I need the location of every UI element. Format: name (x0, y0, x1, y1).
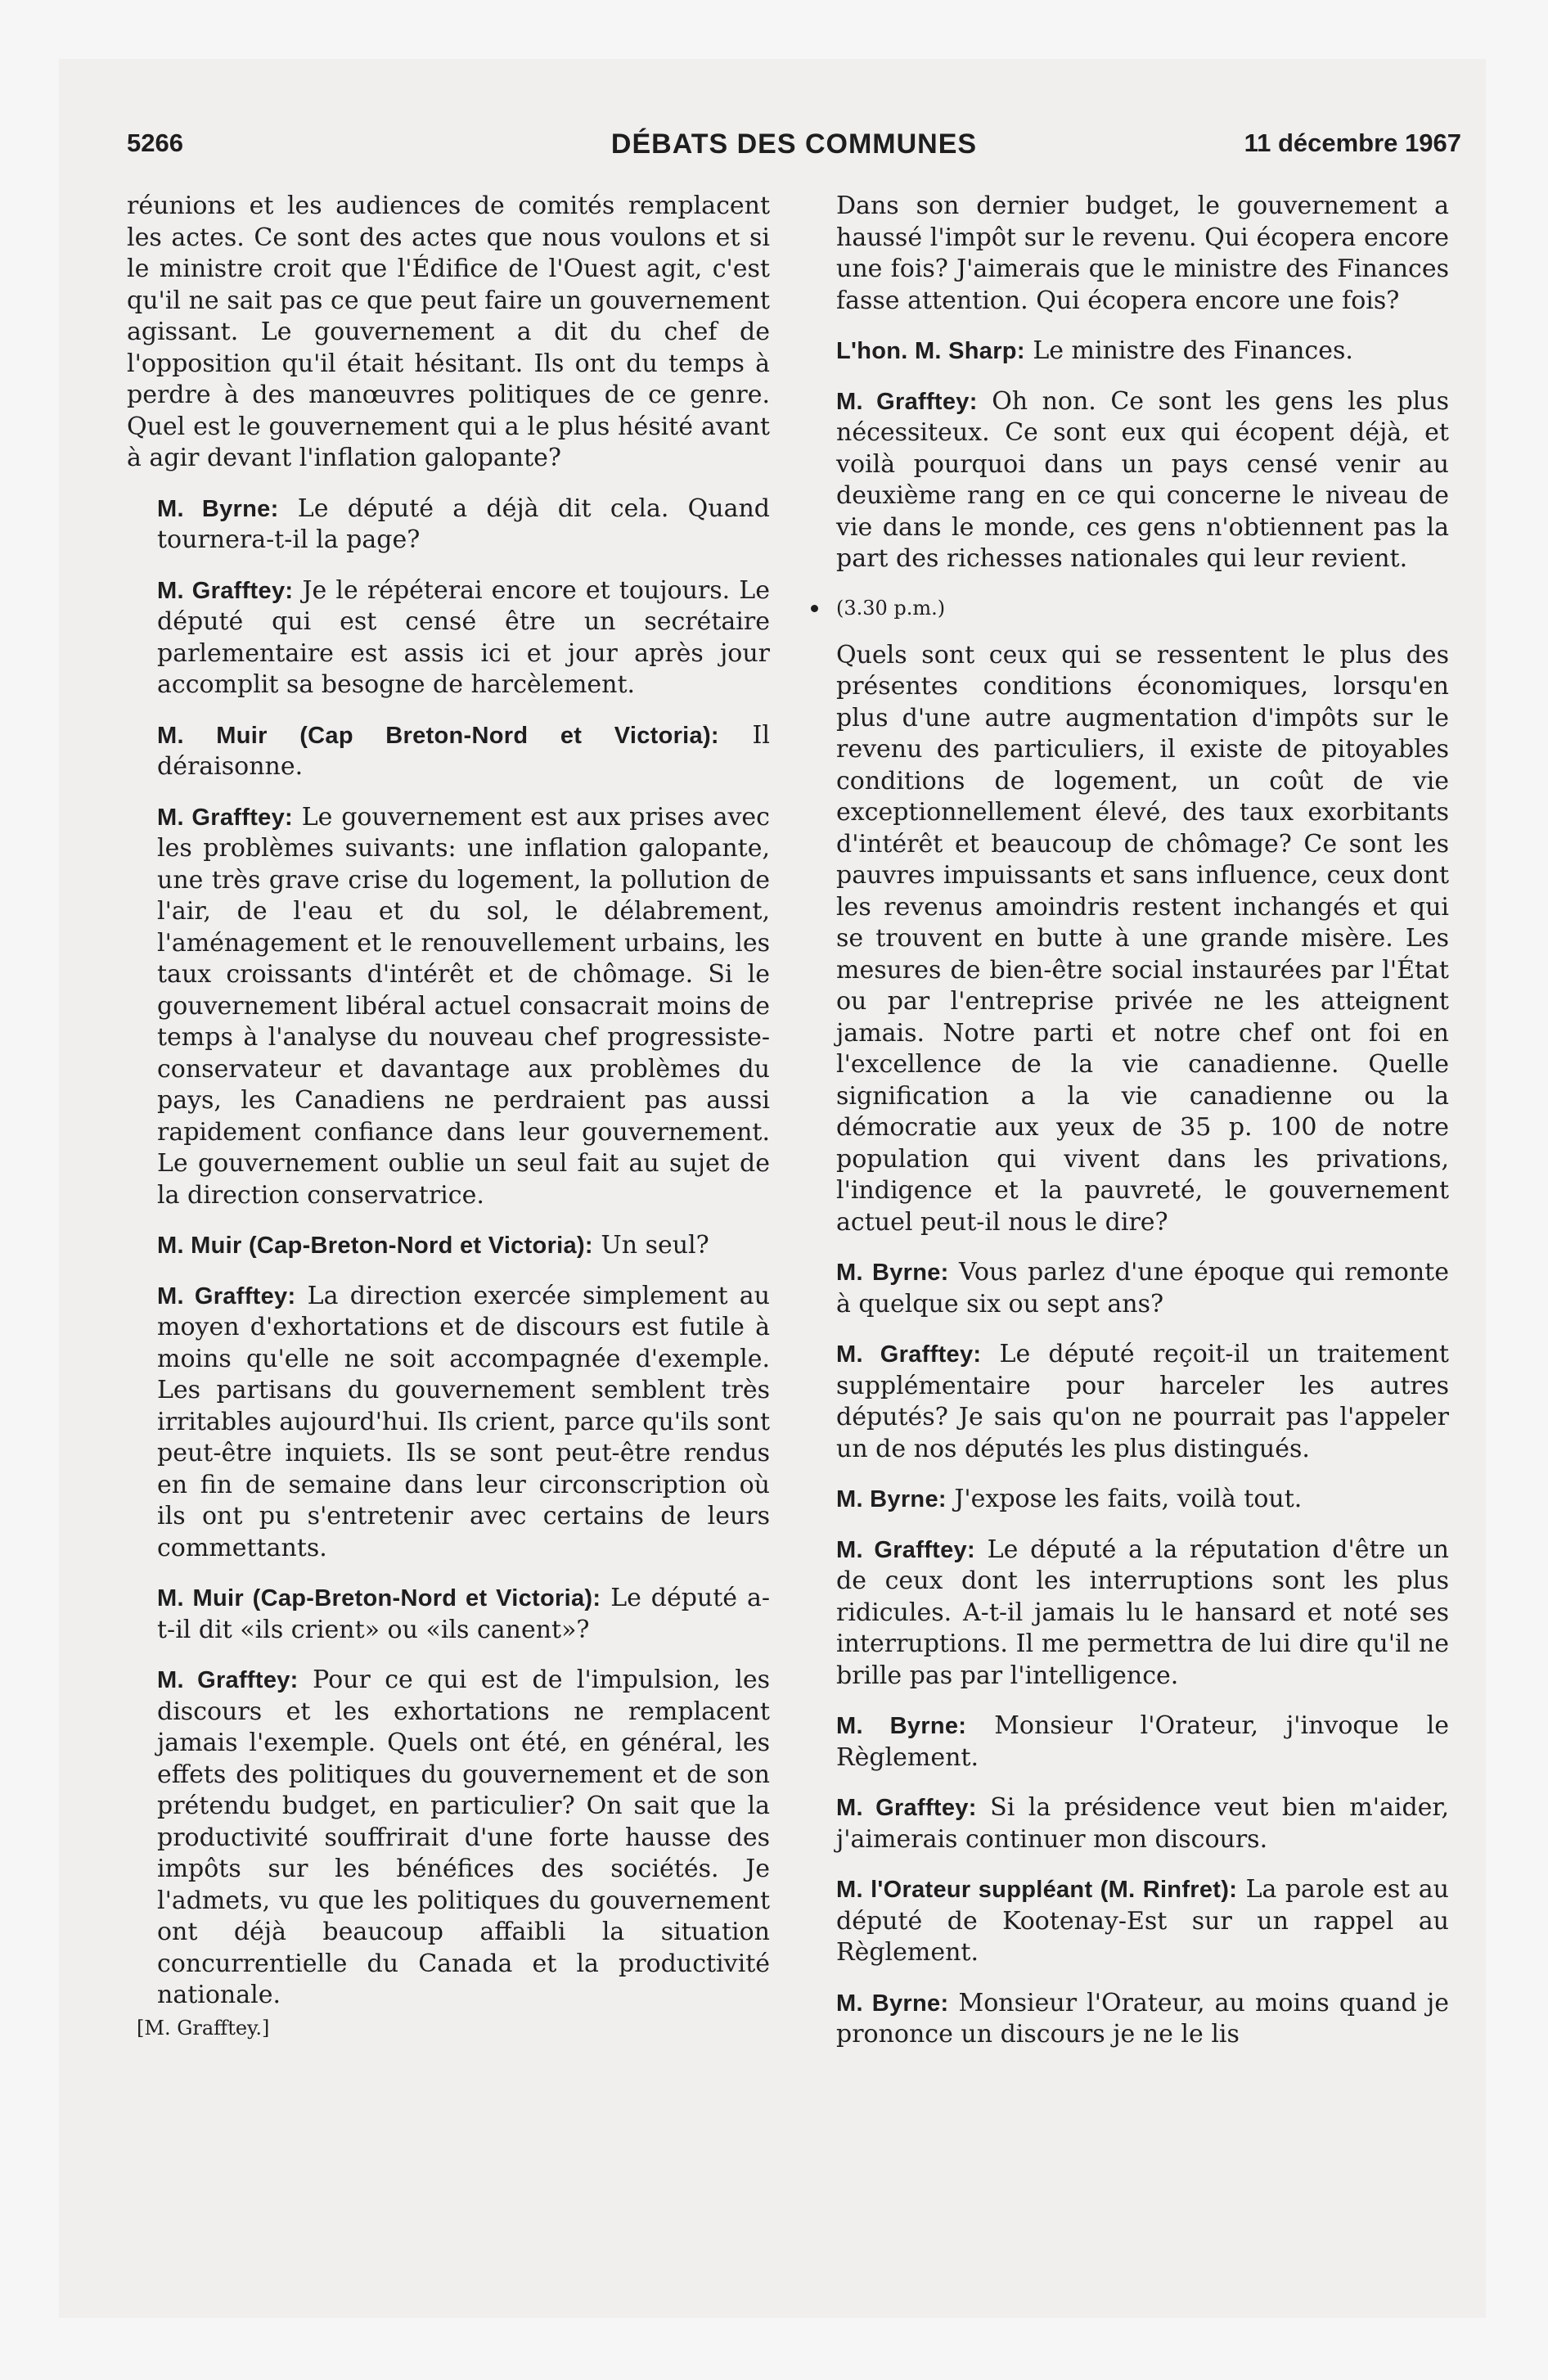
speaker-name: M. Grafftey: (157, 577, 294, 604)
paragraph (806, 1711, 1449, 1774)
speaker-name: M. Grafftey: (836, 388, 978, 415)
paragraph-text: La direction exercée simplement au moyen d'exhortations et de discours est futile à moins qu'elle ne soit accompagnée d'exemple. Les partisans du gouvernement semblent très irritables aujourd'hui. Ils crient, parce qu'ils sont peut-être inquiets. Ils se sont peut-être rendus en fin de semaine dans leur circonscription où ils ont pu s'entretenir avec certains de leurs commettants. (157, 1281, 770, 1562)
time-marker (806, 594, 1449, 622)
speaker-name: M. Muir (Cap Breton-Nord et Victoria): (157, 722, 719, 749)
paragraph-text: Monsieur l'Orateur, j'invoque le Règlement. (836, 1711, 1449, 1772)
paragraph (806, 1257, 1449, 1320)
paragraph (806, 1792, 1449, 1855)
page-number: 5266 (127, 128, 183, 157)
paragraph (127, 802, 770, 1212)
paragraph-text: Quels sont ceux qui se ressentent le plus des présentes conditions économiques, lorsqu'en plus d'une autre augmentation d'impôts sur le revenu des particuliers, il existe de pitoyables conditions de logement, un coût de vie exceptionnellement élevé, des taux exorbitants d'intérêt et beaucoup de chômage? Ce sont les pauvres impuissants et sans influence, ceux dont les revenus amoindris restent inchangés et qui se trouvent en butte à une grande misère. Les mesures de bien-être social instaurées par l'État ou par l'entreprise privée ne les atteignent jamais. Notre parti et notre chef ont foi en l'excellence de la vie canadienne. Quelle signification a la vie canadienne ou la démocratie aux yeux de 35 p. 100 de notre population qui vivent dans les privations, l'indigence et la pauvreté, le gouvernement actuel peut-il nous le dire? (836, 640, 1449, 1237)
speaker-name: M. Muir (Cap-Breton-Nord et Victoria): (157, 1233, 593, 1259)
paragraph (127, 1230, 770, 1262)
time-marker-text: (3.30 p.m.) (836, 596, 946, 620)
speaker-name: M. l'Orateur suppléant (M. Rinfret): (836, 1877, 1238, 1903)
speaker-name: M. Grafftey: (836, 1795, 977, 1821)
paragraph (806, 1874, 1449, 1969)
paragraph (127, 1665, 770, 2012)
paragraph (806, 1339, 1449, 1465)
paragraph-text: Monsieur l'Orateur, au moins quand je prononce un discours je ne le lis (836, 1988, 1449, 2049)
paragraph-text: La parole est au député de Kootenay-Est sur un rappel au Règlement. (836, 1875, 1449, 1967)
speaker-attribution: [M. Grafftey.] (137, 2016, 270, 2040)
speaker-name: M. Grafftey: (157, 804, 293, 831)
paragraph-text: Un seul? (601, 1231, 709, 1260)
paragraph (806, 1988, 1449, 2051)
paragraph (806, 386, 1449, 575)
speaker-name: M. Grafftey: (157, 1282, 296, 1309)
paragraph (127, 720, 770, 783)
paragraph (806, 640, 1449, 1239)
speaker-name: L'hon. M. Sharp: (836, 338, 1025, 364)
paragraph-text: Il déraisonne. (157, 720, 770, 781)
paragraph-text: Je le répéterai encore et toujours. Le député qui est censé être un secrétaire parlementaire est assis ici et jour après jour accomplit sa besogne de harcèlement. (157, 575, 770, 699)
paragraph (127, 575, 770, 701)
paragraph-text: Si la présidence veut bien m'aider, j'aimerais continuer mon discours. (836, 1793, 1449, 1854)
right-column (806, 191, 1449, 2070)
speaker-name: M. Grafftey: (836, 1341, 982, 1368)
paragraph-text: Le député a-t-il dit «ils crient» ou «ils canent»? (157, 1584, 770, 1644)
speaker-name: M. Byrne: (836, 1990, 949, 2017)
speaker-name: M. Byrne: (836, 1260, 949, 1286)
paragraph-text: Oh non. Ce sont les gens les plus nécessiteux. Ce sont eux qui écopent déjà, et voilà pourquoi dans un pays censé venir au deuxième rang en ce qui concerne le niveau de vie dans le monde, ces gens n'obtiennent pas la part des richesses nationales qui leur revient. (836, 386, 1449, 573)
paragraph-text: Vous parlez d'une époque qui remonte à quelque six ou sept ans? (836, 1258, 1449, 1318)
paragraph (127, 494, 770, 557)
paragraph (806, 1535, 1449, 1693)
page-date: 11 décembre 1967 (1244, 128, 1461, 157)
speaker-name: M. Grafftey: (836, 1536, 975, 1563)
paragraph-text: Le gouvernement est aux prises avec les problèmes suivants: une inflation galopante, une très grave crise du logement, la pollution de l'air, de l'eau et du sol, le délabrement, l'aménagement et le renouvellement urbains, les taux croissants d'intérêt et de chômage. Si le gouvernement libéral actuel consacrait moins de temps à l'analyse du nouveau chef progressiste-conservateur et davantage aux problèmes du pays, les Canadiens ne perdraient pas aussi rapidement confiance dans leur gouvernement. Le gouvernement oublie un seul fait au sujet de la direction conservatrice. (157, 802, 770, 1210)
speaker-name: M. Grafftey: (157, 1667, 299, 1693)
paragraph-text: Le ministre des Finances. (1033, 336, 1353, 365)
left-column (127, 191, 770, 2040)
paragraph (806, 1484, 1449, 1516)
paragraph-text: J'expose les faits, voilà tout. (954, 1485, 1303, 1513)
paragraph-text: réunions et les audiences de comités remplacent les actes. Ce sont des actes que nous voulons et si le ministre croit que l'Édifice de l'Ouest agit, c'est qu'il ne sait pas ce que peut faire un gouvernement agissant. Le gouvernement a dit du chef de l'opposition qu'il était hésitant. Ils ont du temps à perdre à des manœuvres politiques de ce genre. Quel est le gouvernement qui a le plus hésité avant à agir devant l'inflation galopante? (127, 192, 770, 472)
speaker-name: M. Byrne: (157, 495, 279, 522)
paragraph (806, 191, 1449, 317)
speaker-name: M. Byrne: (836, 1486, 947, 1512)
bullet-icon (811, 605, 818, 612)
page-header (127, 128, 1461, 169)
speaker-name: M. Muir (Cap-Breton-Nord et Victoria): (157, 1585, 601, 1611)
speaker-name: M. Byrne: (836, 1713, 967, 1739)
publication-title: DÉBATS DES COMMUNES (610, 128, 978, 160)
paragraph (127, 191, 770, 475)
paragraph-text: Pour ce qui est de l'impulsion, les discours et les exhortations ne remplacent jamais l'exemple. Quels ont été, en général, les effets des politiques du gouvernement et de son prétendu budget, en particulier? On sait que la productivité souffrirait d'une forte hausse des impôts sur les bénéfices des sociétés. Je l'admets, vu que les politiques du gouvernement ont déjà beaucoup affaibli la situation concurrentielle du Canada et la productivité nationale. (157, 1666, 770, 2009)
paragraph-text: Dans son dernier budget, le gouvernement a haussé l'impôt sur le revenu. Qui écopera encore une fois? J'aimerais que le ministre des Finances fasse attention. Qui écopera encore une fois? (836, 192, 1449, 315)
paragraph (127, 1583, 770, 1646)
paragraph-text: Le député reçoit-il un traitement supplémentaire pour harceler les autres députés? Je sais qu'on ne pourrait pas l'appeler un de nos députés les plus distingués. (836, 1340, 1449, 1463)
paragraph (127, 1281, 770, 1565)
paragraph-text: Le député a la réputation d'être un de ceux dont les interruptions sont les plus ridicules. A-t-il jamais lu le hansard et noté ses interruptions. Il me permettra de lui dire qu'il ne brille pas par l'intelligence. (836, 1535, 1449, 1690)
paragraph-text: Le député a déjà dit cela. Quand tournera-t-il la page? (157, 494, 770, 554)
paragraph (806, 336, 1449, 367)
